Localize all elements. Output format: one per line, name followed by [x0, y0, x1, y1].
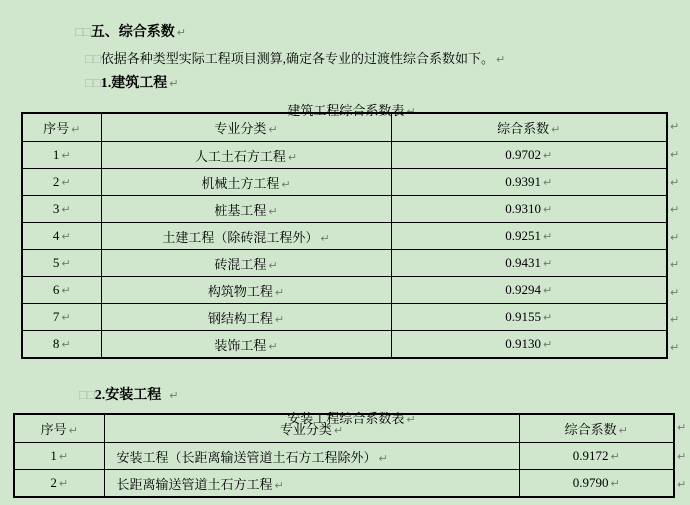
- row-end-mark-icon: ↵: [670, 230, 680, 244]
- cell-category: 装饰工程 ↵: [101, 331, 391, 359]
- cell-mark-icon: ↵: [543, 149, 553, 162]
- row-end-mark-icon: ↵: [677, 449, 687, 463]
- header-no: 序号 ↵: [14, 414, 104, 443]
- row-end-mark-icon: ↵: [677, 477, 687, 491]
- cell-no: 2 ↵: [14, 470, 104, 498]
- cell-mark-icon: ↵: [610, 450, 620, 463]
- table-row: [22, 142, 667, 169]
- cell-no: 5 ↵: [22, 250, 101, 277]
- installation-works-coefficient-table: [13, 413, 675, 498]
- cell-mark-icon: ↵: [268, 339, 278, 353]
- cell-mark-icon: ↵: [543, 284, 553, 297]
- table-row: [22, 277, 667, 304]
- cell-no: 3 ↵: [22, 196, 101, 223]
- table1-title: 建筑工程综合系数表: [287, 103, 405, 118]
- cell-coefficient: 0.9431 ↵: [391, 250, 667, 277]
- cell-mark-icon: ↵: [281, 177, 291, 191]
- cell-mark-icon: ↵: [274, 478, 284, 492]
- cell-mark-icon: ↵: [61, 338, 71, 351]
- cell-coefficient: 0.9130 ↵: [391, 331, 667, 359]
- fullwidth-space-marks: □□: [75, 24, 91, 39]
- cell-mark-icon: ↵: [61, 284, 71, 297]
- cell-no: 8 ↵: [22, 331, 101, 359]
- cell-category: 砖混工程 ↵: [101, 250, 391, 277]
- table-row: [22, 250, 667, 277]
- cell-mark-icon: ↵: [61, 257, 71, 270]
- cell-no: 1 ↵: [14, 443, 104, 470]
- cell-coefficient: 0.9310 ↵: [391, 196, 667, 223]
- cell-coefficient: 0.9172 ↵: [519, 443, 674, 470]
- cell-mark-icon: ↵: [543, 338, 553, 351]
- table-row: [22, 223, 667, 250]
- cell-no: 6 ↵: [22, 277, 101, 304]
- paragraph-mark-icon: ↵: [406, 105, 416, 118]
- cell-mark-icon: ↵: [274, 285, 285, 299]
- table2-body: [14, 443, 674, 498]
- paragraph-mark-icon: ↵: [406, 413, 416, 426]
- cell-mark-icon: ↵: [274, 312, 285, 326]
- cell-mark-icon: ↵: [61, 149, 71, 162]
- cell-mark-icon: ↵: [618, 424, 628, 437]
- row-end-mark-icon: ↵: [677, 421, 687, 434]
- paragraph-mark-icon: ↵: [495, 53, 506, 66]
- cell-mark-icon: ↵: [610, 477, 620, 490]
- cell-category: 构筑物工程 ↵: [101, 277, 391, 304]
- table1-body: [22, 142, 667, 359]
- cell-mark-icon: ↵: [543, 203, 553, 216]
- cell-coefficient: 0.9294 ↵: [391, 277, 667, 304]
- row-end-mark-icon: ↵: [670, 120, 680, 133]
- cell-mark-icon: ↵: [268, 258, 278, 272]
- row-end-mark-icon: ↵: [670, 175, 680, 189]
- row-end-mark-icon: ↵: [670, 340, 680, 354]
- cell-mark-icon: ↵: [61, 230, 71, 243]
- building-works-coefficient-table: [21, 112, 668, 359]
- cell-category: 桩基工程 ↵: [101, 196, 391, 223]
- cell-no: 1 ↵: [22, 142, 101, 169]
- table-row: [22, 196, 667, 223]
- header-category: 专业分类 ↵: [101, 113, 391, 142]
- cell-mark-icon: ↵: [287, 150, 298, 164]
- header-coefficient: 综合系数 ↵: [391, 113, 667, 142]
- table-row: [14, 470, 674, 498]
- cell-mark-icon: ↵: [58, 477, 69, 490]
- header-coefficient: 综合系数 ↵: [519, 414, 674, 443]
- cell-category: 安装工程（长距离输送管道土石方工程除外） ↵: [104, 443, 519, 470]
- cell-mark-icon: ↵: [378, 451, 388, 465]
- cell-coefficient: 0.9790 ↵: [519, 470, 674, 498]
- subsection1-heading: 1.建筑工程: [100, 76, 168, 91]
- table-row: [14, 443, 674, 470]
- fullwidth-space-marks: □□: [85, 51, 101, 66]
- cell-category: 土建工程（除砖混工程外） ↵: [101, 223, 391, 250]
- cell-category: 机械土方工程 ↵: [101, 169, 391, 196]
- cell-mark-icon: ↵: [61, 311, 71, 324]
- subsection2-heading: 2.安装工程: [94, 388, 162, 403]
- table-header-row: [22, 113, 667, 142]
- row-end-mark-icon: ↵: [670, 203, 680, 217]
- table-header-row: [14, 414, 674, 443]
- fullwidth-space-marks: □□: [79, 387, 95, 402]
- table-row: [22, 169, 667, 196]
- intro-text: 依据各种类型实际工程项目测算,确定各专业的过渡性综合系数如下。: [100, 51, 494, 66]
- table-row: [22, 304, 667, 331]
- cell-mark-icon: ↵: [333, 424, 344, 437]
- cell-mark-icon: ↵: [543, 230, 553, 243]
- cell-coefficient: 0.9251 ↵: [391, 223, 667, 250]
- table2-row-end-marks: [677, 413, 686, 498]
- cell-category: 人工土石方工程 ↵: [101, 142, 391, 169]
- paragraph-mark-icon: ↵: [176, 26, 186, 39]
- cell-category: 长距离输送管道土石方工程 ↵: [104, 470, 519, 498]
- cell-mark-icon: ↵: [268, 204, 278, 218]
- cell-category: 钢结构工程 ↵: [101, 304, 391, 331]
- table-row: [22, 331, 667, 359]
- cell-mark-icon: ↵: [320, 231, 330, 245]
- cell-no: 7 ↵: [22, 304, 101, 331]
- header-no: 序号 ↵: [22, 113, 101, 142]
- cell-mark-icon: ↵: [268, 123, 278, 136]
- fullwidth-space-marks: □□: [85, 75, 101, 90]
- cell-mark-icon: ↵: [61, 176, 71, 189]
- cell-mark-icon: ↵: [58, 450, 69, 463]
- cell-mark-icon: ↵: [71, 123, 81, 136]
- row-end-mark-icon: ↵: [670, 285, 680, 299]
- cell-coefficient: 0.9702 ↵: [391, 142, 667, 169]
- row-end-mark-icon: ↵: [670, 148, 680, 162]
- table2-title: 安装工程综合系数表: [287, 411, 405, 426]
- paragraph-mark-icon: ↵: [169, 389, 179, 402]
- cell-mark-icon: ↵: [61, 203, 71, 216]
- row-end-mark-icon: ↵: [670, 258, 680, 272]
- cell-no: 2 ↵: [22, 169, 101, 196]
- cell-mark-icon: ↵: [543, 257, 553, 270]
- cell-mark-icon: ↵: [68, 424, 78, 437]
- header-category: 专业分类 ↵: [104, 414, 519, 443]
- cell-no: 4 ↵: [22, 223, 101, 250]
- cell-mark-icon: ↵: [551, 123, 561, 136]
- cell-mark-icon: ↵: [543, 176, 553, 189]
- row-end-mark-icon: ↵: [670, 313, 680, 327]
- table1-row-end-marks: [670, 112, 679, 361]
- paragraph-mark-icon: ↵: [169, 77, 179, 90]
- cell-coefficient: 0.9391 ↵: [391, 169, 667, 196]
- section-heading: 五、综合系数: [90, 25, 175, 40]
- cell-mark-icon: ↵: [543, 311, 553, 324]
- cell-coefficient: 0.9155 ↵: [391, 304, 667, 331]
